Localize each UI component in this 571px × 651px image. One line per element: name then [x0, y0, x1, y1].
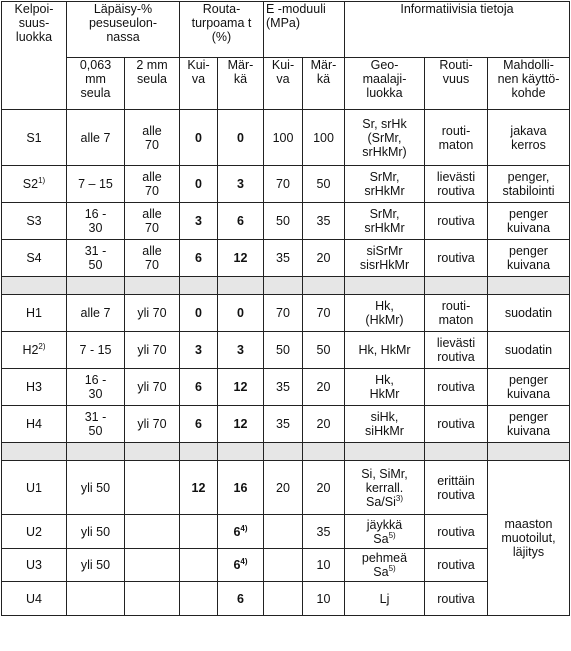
emod-dry-cell: 100 — [264, 110, 303, 166]
header-e-modulus: E -moduuli (MPa) — [264, 2, 345, 58]
emod-wet-cell: 70 — [303, 295, 345, 332]
frost-dry-cell: 12 — [180, 461, 218, 515]
class-cell: U1 — [2, 461, 67, 515]
class-cell: U3 — [2, 549, 67, 582]
emod-dry-cell: 35 — [264, 240, 303, 277]
passing-0063-cell: 31 - 50 — [67, 406, 125, 443]
table-row — [2, 582, 570, 616]
separator-cell — [218, 277, 264, 295]
emod-dry-cell: 35 — [264, 369, 303, 406]
geo-class-cell: SrMr, srHkMr — [345, 166, 425, 203]
geo-class-cell: Sr, srHk (SrMr, srHkMr) — [345, 110, 425, 166]
class-cell: S2$^{1)}$ — [2, 166, 67, 203]
passing-2mm-cell: yli 70 — [125, 332, 180, 369]
emod-wet-cell: 20 — [303, 406, 345, 443]
passing-0063-cell: yli 50 — [67, 515, 125, 549]
frost-dry-cell: 3 — [180, 203, 218, 240]
header-frost-wet: Mär- kä — [218, 58, 264, 110]
emod-dry-cell — [264, 582, 303, 616]
frost-susceptibility-cell: routiva — [425, 582, 488, 616]
separator-cell — [125, 443, 180, 461]
geo-class-cell: SrMr, srHkMr — [345, 203, 425, 240]
passing-2mm-cell — [125, 461, 180, 515]
frost-dry-cell: 0 — [180, 166, 218, 203]
class-cell: U2 — [2, 515, 67, 549]
frost-susceptibility-cell: routiva — [425, 369, 488, 406]
emod-wet-cell: 100 — [303, 110, 345, 166]
class-cell: U4 — [2, 582, 67, 616]
emod-wet-cell: 35 — [303, 203, 345, 240]
separator-cell — [264, 443, 303, 461]
frost-dry-cell — [180, 549, 218, 582]
header-sieve-0063: 0,063 mm seula — [67, 58, 125, 110]
frost-dry-cell: 6 — [180, 369, 218, 406]
possible-use-cell: penger kuivana — [488, 406, 570, 443]
class-cell: H3 — [2, 369, 67, 406]
emod-wet-cell: 20 — [303, 461, 345, 515]
separator-cell — [180, 277, 218, 295]
possible-use-cell: suodatin — [488, 332, 570, 369]
group-separator — [2, 277, 570, 295]
frost-susceptibility-cell: lievästi routiva — [425, 332, 488, 369]
frost-dry-cell — [180, 582, 218, 616]
emod-wet-cell: 10 — [303, 549, 345, 582]
separator-cell — [67, 443, 125, 461]
frost-wet-cell: 0 — [218, 110, 264, 166]
header-possible-use: Mahdolli- nen käyttö- kohde — [488, 58, 570, 110]
separator-cell — [303, 443, 345, 461]
separator-cell — [67, 277, 125, 295]
emod-dry-cell — [264, 515, 303, 549]
separator-cell — [218, 443, 264, 461]
frost-wet-cell: 12 — [218, 369, 264, 406]
footnote-marker: 5) — [388, 563, 396, 573]
passing-0063-cell: yli 50 — [67, 549, 125, 582]
emod-wet-cell: 20 — [303, 240, 345, 277]
passing-0063-cell: 16 - 30 — [67, 369, 125, 406]
possible-use-cell-merged: maaston muotoilut, läjitys — [488, 461, 570, 616]
passing-0063-cell: 7 - 15 — [67, 332, 125, 369]
frost-susceptibility-cell: routiva — [425, 240, 488, 277]
table-row — [2, 406, 570, 443]
frost-susceptibility-cell: routiva — [425, 406, 488, 443]
header-info: Informatiivisia tietoja — [345, 2, 570, 58]
frost-wet-cell: 6$^{4)}$ — [218, 549, 264, 582]
header-frost-heave: Routa- turpoama t (%) — [180, 2, 264, 58]
passing-0063-cell: alle 7 — [67, 295, 125, 332]
separator-cell — [2, 277, 67, 295]
passing-2mm-cell: yli 70 — [125, 369, 180, 406]
table-row — [2, 332, 570, 369]
separator-cell — [345, 277, 425, 295]
possible-use-cell: jakava kerros — [488, 110, 570, 166]
separator-cell — [2, 443, 67, 461]
geo-class-cell: siHk, siHkMr — [345, 406, 425, 443]
footnote-marker: 5) — [388, 530, 396, 540]
emod-dry-cell: 70 — [264, 295, 303, 332]
table-row — [2, 549, 570, 582]
frost-dry-cell: 3 — [180, 332, 218, 369]
separator-cell — [180, 443, 218, 461]
passing-0063-cell: 16 - 30 — [67, 203, 125, 240]
group-separator — [2, 443, 570, 461]
table-row — [2, 369, 570, 406]
emod-wet-cell: 50 — [303, 166, 345, 203]
header-geo-class: Geo- maalaji- luokka — [345, 58, 425, 110]
table-row — [2, 240, 570, 277]
geo-class-cell: Lj — [345, 582, 425, 616]
passing-2mm-cell: alle 70 — [125, 203, 180, 240]
emod-dry-cell: 20 — [264, 461, 303, 515]
class-cell: H2$^{2)}$ — [2, 332, 67, 369]
passing-2mm-cell: yli 70 — [125, 295, 180, 332]
passing-2mm-cell: alle 70 — [125, 240, 180, 277]
header-frost-dry: Kui- va — [180, 58, 218, 110]
frost-wet-cell: 12 — [218, 240, 264, 277]
class-cell: H1 — [2, 295, 67, 332]
passing-0063-cell: yli 50 — [67, 461, 125, 515]
frost-wet-cell: 6 — [218, 203, 264, 240]
frost-wet-cell: 6 — [218, 582, 264, 616]
separator-cell — [425, 443, 488, 461]
geo-class-cell: Hk, HkMr — [345, 332, 425, 369]
footnote-marker: 1) — [38, 175, 46, 185]
frost-susceptibility-cell: routiva — [425, 203, 488, 240]
header-class: Kelpoi- suus- luokka — [2, 2, 67, 110]
emod-wet-cell: 20 — [303, 369, 345, 406]
frost-susceptibility-cell: routi- maton — [425, 110, 488, 166]
frost-wet-cell: 3 — [218, 332, 264, 369]
passing-2mm-cell — [125, 549, 180, 582]
frost-dry-cell: 0 — [180, 295, 218, 332]
passing-2mm-cell: alle 70 — [125, 166, 180, 203]
frost-wet-cell: 3 — [218, 166, 264, 203]
passing-2mm-cell: alle 70 — [125, 110, 180, 166]
frost-dry-cell — [180, 515, 218, 549]
footnote-marker: 3) — [395, 493, 403, 503]
passing-0063-cell: alle 7 — [67, 110, 125, 166]
table-row — [2, 166, 570, 203]
class-cell: S4 — [2, 240, 67, 277]
frost-wet-cell: 12 — [218, 406, 264, 443]
emod-wet-cell: 50 — [303, 332, 345, 369]
frost-wet-cell: 0 — [218, 295, 264, 332]
footnote-marker: 4) — [240, 556, 248, 566]
class-cell: H4 — [2, 406, 67, 443]
frost-susceptibility-cell: lievästi routiva — [425, 166, 488, 203]
separator-cell — [425, 277, 488, 295]
table-row — [2, 203, 570, 240]
class-cell: S3 — [2, 203, 67, 240]
emod-dry-cell: 70 — [264, 166, 303, 203]
passing-0063-cell — [67, 582, 125, 616]
geo-class-cell: Hk, (HkMr) — [345, 295, 425, 332]
header-frost-susceptibility: Routi- vuus — [425, 58, 488, 110]
geo-class-cell: siSrMr sisrHkMr — [345, 240, 425, 277]
frost-susceptibility-cell: erittäin routiva — [425, 461, 488, 515]
footnote-marker: 2) — [38, 341, 46, 351]
footnote-marker: 4) — [240, 523, 248, 533]
frost-susceptibility-cell: routiva — [425, 549, 488, 582]
separator-cell — [488, 443, 570, 461]
geo-class-cell: Si, SiMr, kerrall. Sa/Si$^{3)}$ — [345, 461, 425, 515]
table-row — [2, 110, 570, 166]
frost-susceptibility-cell: routiva — [425, 515, 488, 549]
possible-use-cell: penger kuivana — [488, 240, 570, 277]
geo-class-cell: jäykkä Sa$^{5)}$ — [345, 515, 425, 549]
header-sieve-2mm: 2 mm seula — [125, 58, 180, 110]
passing-0063-cell: 31 - 50 — [67, 240, 125, 277]
frost-dry-cell: 6 — [180, 240, 218, 277]
emod-wet-cell: 10 — [303, 582, 345, 616]
geo-class-cell: pehmeä Sa$^{5)}$ — [345, 549, 425, 582]
possible-use-cell: penger, stabilointi — [488, 166, 570, 203]
geo-class-cell: Hk, HkMr — [345, 369, 425, 406]
frost-wet-cell: 6$^{4)}$ — [218, 515, 264, 549]
separator-cell — [264, 277, 303, 295]
table-row — [2, 461, 570, 515]
emod-wet-cell: 35 — [303, 515, 345, 549]
frost-wet-cell: 16 — [218, 461, 264, 515]
header-emod-wet: Mär- kä — [303, 58, 345, 110]
header-passing: Läpäisy-% pesuseulon- nassa — [67, 2, 180, 58]
soil-classification-table — [1, 1, 570, 616]
separator-cell — [303, 277, 345, 295]
passing-2mm-cell: yli 70 — [125, 406, 180, 443]
emod-dry-cell: 50 — [264, 332, 303, 369]
emod-dry-cell: 50 — [264, 203, 303, 240]
frost-susceptibility-cell: routi- maton — [425, 295, 488, 332]
table-row — [2, 295, 570, 332]
separator-cell — [125, 277, 180, 295]
possible-use-cell: penger kuivana — [488, 369, 570, 406]
header-emod-dry: Kui- va — [264, 58, 303, 110]
passing-2mm-cell — [125, 515, 180, 549]
emod-dry-cell — [264, 549, 303, 582]
separator-cell — [488, 277, 570, 295]
table-row — [2, 515, 570, 549]
possible-use-cell: penger kuivana — [488, 203, 570, 240]
passing-0063-cell: 7 – 15 — [67, 166, 125, 203]
class-cell: S1 — [2, 110, 67, 166]
frost-dry-cell: 6 — [180, 406, 218, 443]
passing-2mm-cell — [125, 582, 180, 616]
separator-cell — [345, 443, 425, 461]
emod-dry-cell: 35 — [264, 406, 303, 443]
possible-use-cell: suodatin — [488, 295, 570, 332]
frost-dry-cell: 0 — [180, 110, 218, 166]
